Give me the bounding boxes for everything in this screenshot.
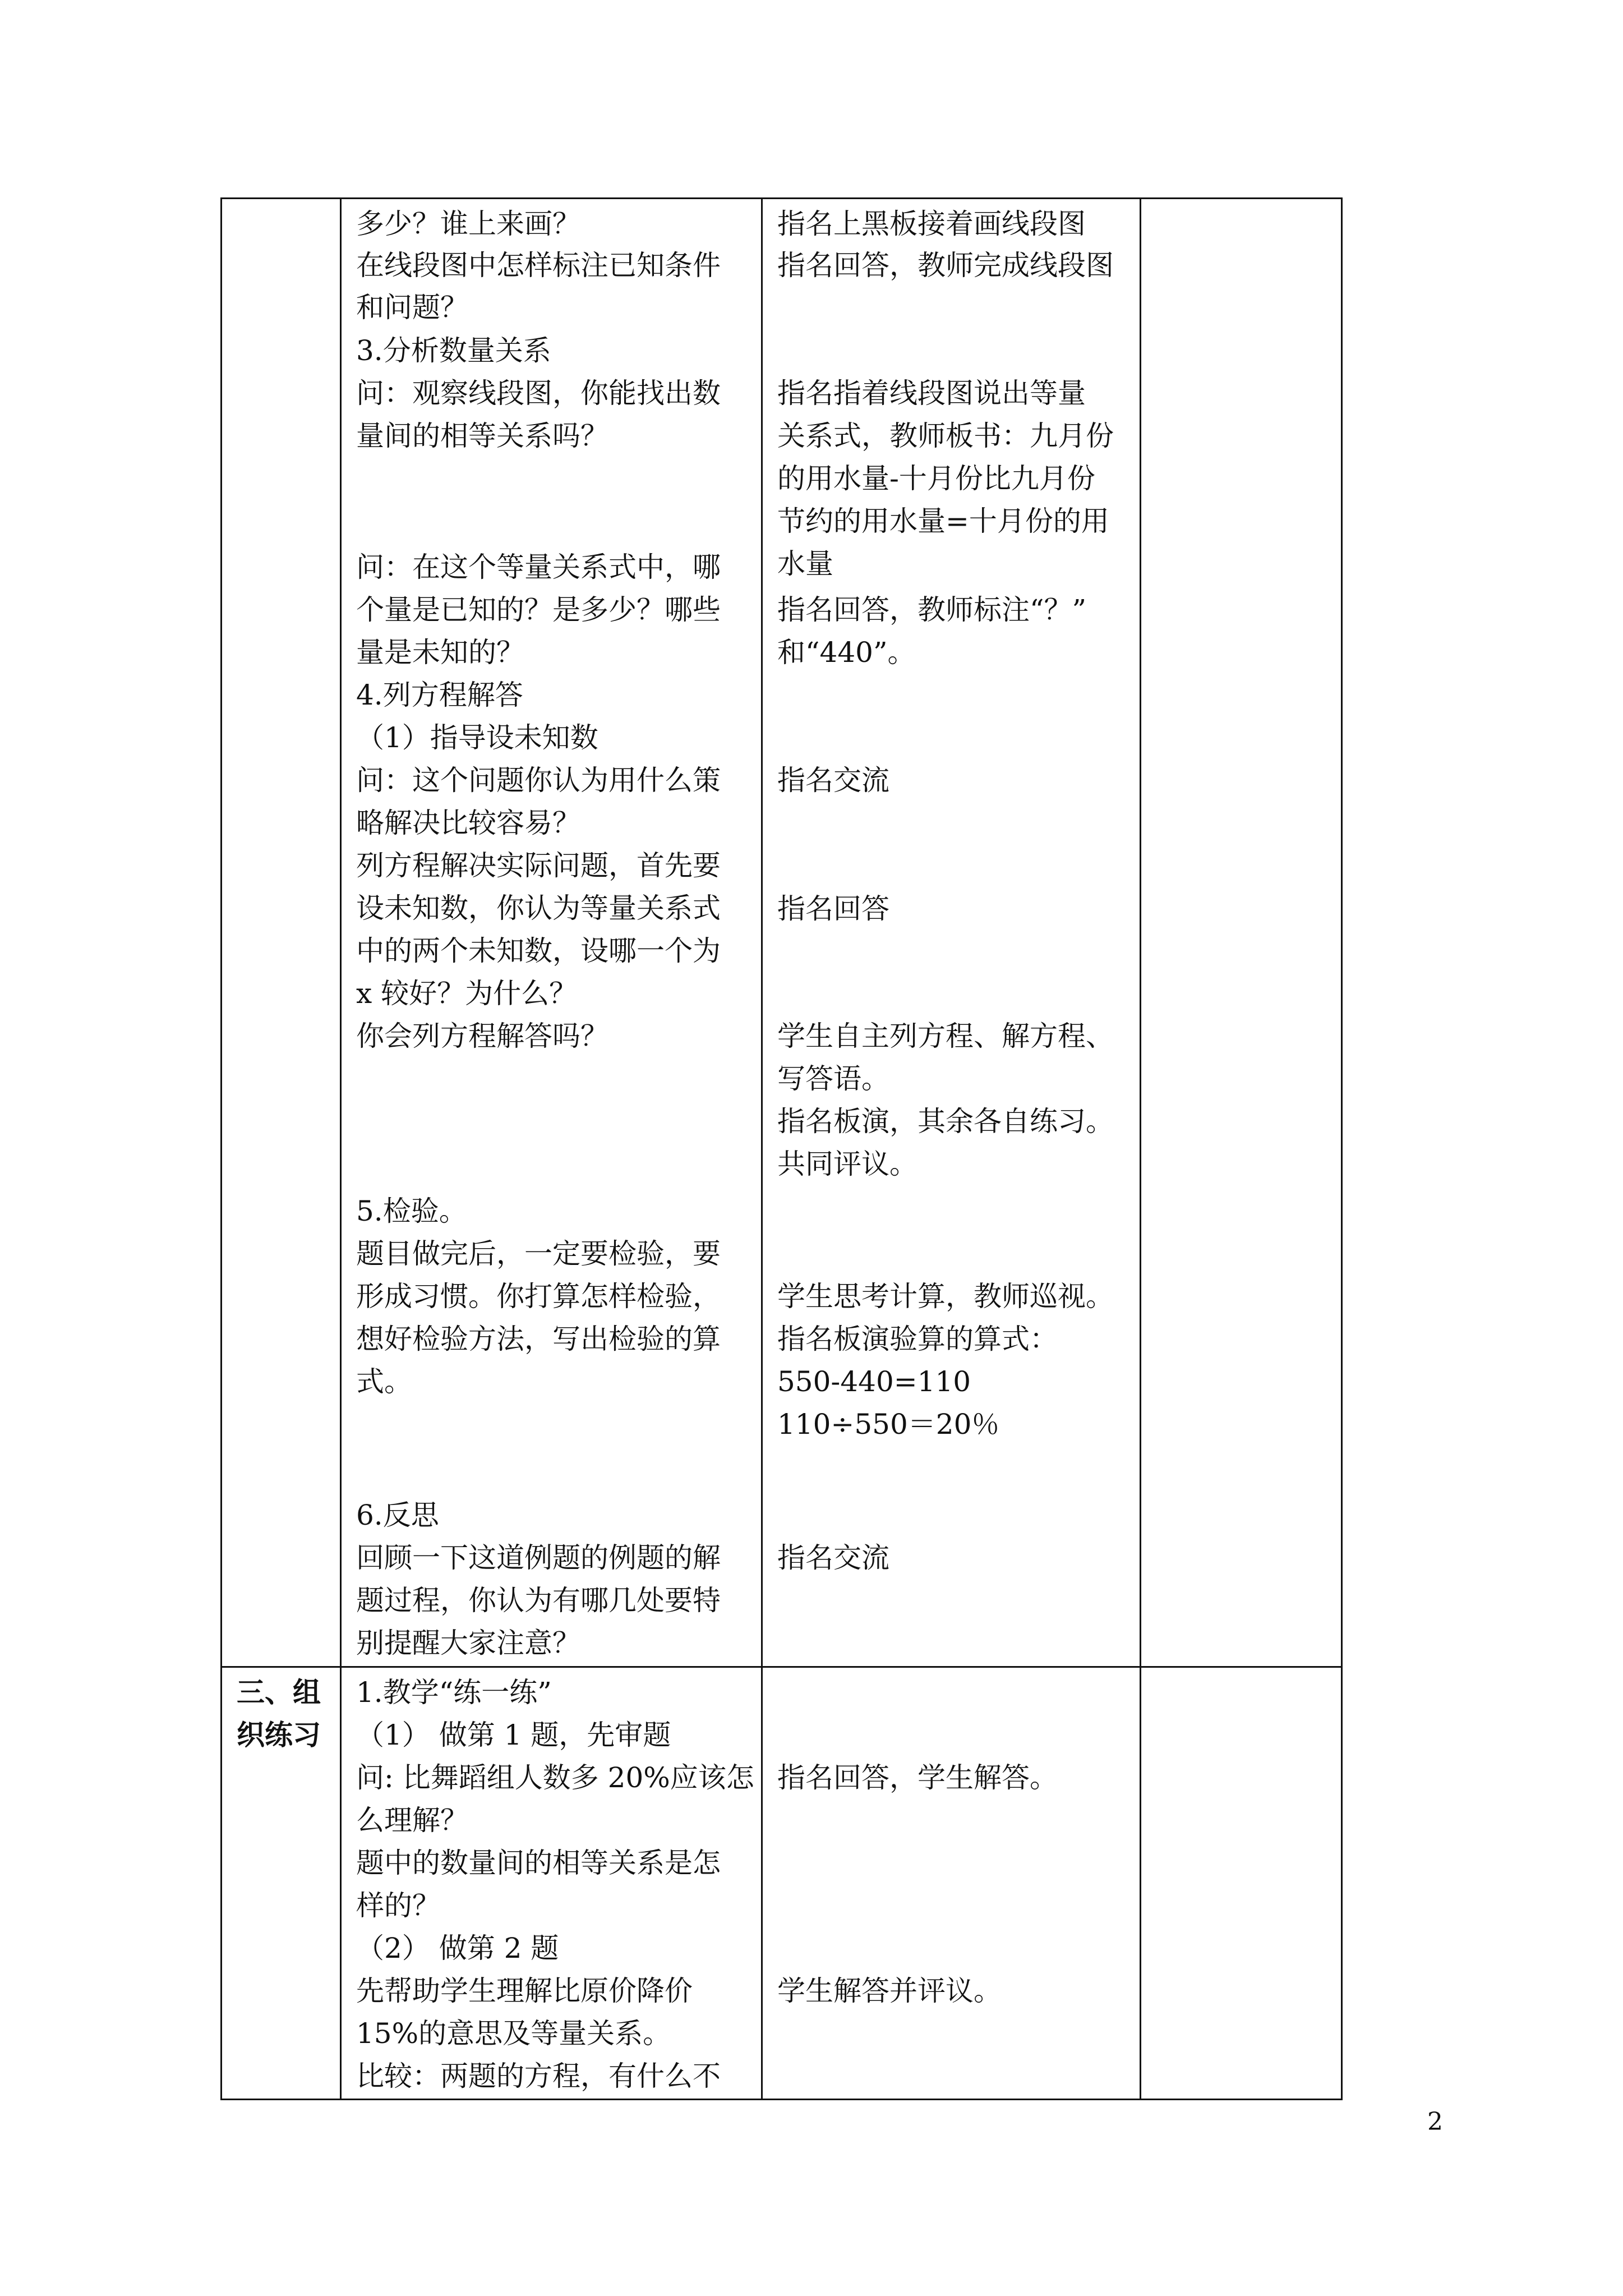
teacher-text-line: 形成习惯。你打算怎样检验， (356, 1280, 721, 1313)
student-text-line: 指名回答，学生解答。 (777, 1761, 1058, 1794)
teacher-text-line: 略解决比较容易？ (356, 807, 580, 839)
stage-cell (222, 199, 341, 1667)
student-text-line: 写答语。 (777, 1062, 889, 1095)
teacher-text-line: 5.检验。 (356, 1195, 467, 1227)
teacher-text-line: 个量是已知的？是多少？哪些 (356, 593, 721, 626)
student-text-line: 指名指着线段图说出等量 (777, 377, 1086, 409)
teacher-activity-cell (341, 1667, 762, 2100)
teacher-text-line: 问: 比舞蹈组人数多 20%应该怎 (356, 1761, 754, 1794)
table-row (222, 1667, 1342, 2100)
teacher-text-line: 想好检验方法，写出检验的算 (356, 1323, 721, 1355)
teacher-activity-cell (341, 199, 762, 1667)
notes-cell (1141, 199, 1342, 1667)
student-text-line: 水量 (777, 547, 833, 580)
teacher-text-line: 3.分析数量关系 (356, 334, 551, 367)
teacher-text-line: 6.反思 (356, 1499, 439, 1531)
student-text-line: 学生思考计算，教师巡视。 (777, 1280, 1114, 1313)
student-text-line: 关系式，教师板书：九月份 (777, 420, 1114, 452)
teacher-text-line: 题过程，你认为有哪几处要特 (356, 1584, 721, 1617)
teacher-text-line: 题中的数量间的相等关系是怎 (356, 1847, 721, 1879)
teacher-text-line: 中的两个未知数，设哪一个为 (356, 935, 721, 967)
teacher-text-line: 设未知数，你认为等量关系式 (356, 892, 721, 924)
teacher-text-line: 列方程解决实际问题，首先要 (356, 849, 721, 882)
student-text-line: 共同评议。 (777, 1148, 917, 1180)
teacher-text-line: 问：在这个等量关系式中，哪 (356, 551, 721, 583)
teacher-text-line: 别提醒大家注意？ (356, 1627, 580, 1659)
teacher-text-line: 15%的意思及等量关系。 (356, 2017, 671, 2050)
teacher-text-line: 4.列方程解答 (356, 679, 523, 711)
notes-cell (1141, 1667, 1342, 2100)
student-text-line: 指名回答，教师标注“？” (777, 593, 1087, 626)
teacher-text-line: 1.教学“练一练” (356, 1676, 552, 1709)
teacher-text-line: 题目做完后，一定要检验，要 (356, 1237, 721, 1270)
student-text-line: 指名交流 (777, 764, 889, 797)
student-text-line: 550-440=110 (777, 1365, 971, 1398)
student-text-line: 节约的用水量=十月份的用 (777, 505, 1109, 537)
stage-cell (222, 1667, 341, 2100)
teacher-text-line: 和问题？ (356, 291, 468, 324)
student-text-line: 的用水量-十月份比九月份 (777, 462, 1095, 495)
student-text-line: 指名回答，教师完成线段图 (777, 249, 1114, 282)
page-number: 2 (1427, 2108, 1443, 2136)
student-text-line: 指名回答 (777, 892, 889, 925)
teacher-text-line: （2） 做第 2 题 (356, 1932, 559, 1964)
teacher-text-line: 多少？谁上来画？ (356, 208, 580, 240)
student-activity-cell (762, 199, 1141, 1667)
teacher-text-line: 比较：两题的方程，有什么不 (356, 2060, 721, 2092)
teacher-text-line: 问：观察线段图，你能找出数 (356, 377, 721, 409)
teacher-text-line: x 较好？为什么？ (356, 977, 578, 1010)
teacher-text-line: 式。 (356, 1365, 412, 1398)
teacher-text-line: 样的？ (356, 1889, 440, 1922)
student-text-line: 和“440”。 (777, 636, 916, 669)
table-row (222, 199, 1342, 1667)
student-text-line: 110÷550＝20％ (777, 1408, 1000, 1441)
teacher-text-line: 回顾一下这道例题的例题的解 (356, 1542, 721, 1574)
student-activity-cell (762, 1667, 1141, 2100)
student-text-line: 学生自主列方程、解方程、 (777, 1020, 1114, 1052)
teacher-text-line: 问：这个问题你认为用什么策 (356, 764, 721, 797)
student-text-line: 指名交流 (777, 1542, 889, 1574)
teacher-text-line: 在线段图中怎样标注已知条件 (356, 249, 721, 282)
student-text-line: 指名板演验算的算式： (777, 1323, 1058, 1355)
teacher-text-line: 先帮助学生理解比原价降价 (356, 1975, 693, 2007)
lesson-plan-table (220, 197, 1343, 2100)
student-text-line: 指名上黑板接着画线段图 (777, 208, 1086, 240)
teacher-text-line: 量是未知的？ (356, 636, 524, 669)
stage-label: 织练习 (237, 1719, 321, 1751)
student-text-line: 指名板演，其余各自练习。 (777, 1105, 1114, 1138)
stage-label: 三、组 (237, 1676, 321, 1709)
teacher-text-line: 么理解？ (356, 1804, 468, 1837)
teacher-text-line: 量间的相等关系吗？ (356, 420, 608, 452)
student-text-line: 学生解答并评议。 (777, 1975, 1002, 2007)
teacher-text-line: （1） 做第 1 题，先审题 (356, 1719, 671, 1751)
teacher-text-line: （1）指导设未知数 (356, 721, 598, 754)
teacher-text-line: 你会列方程解答吗？ (356, 1020, 608, 1052)
